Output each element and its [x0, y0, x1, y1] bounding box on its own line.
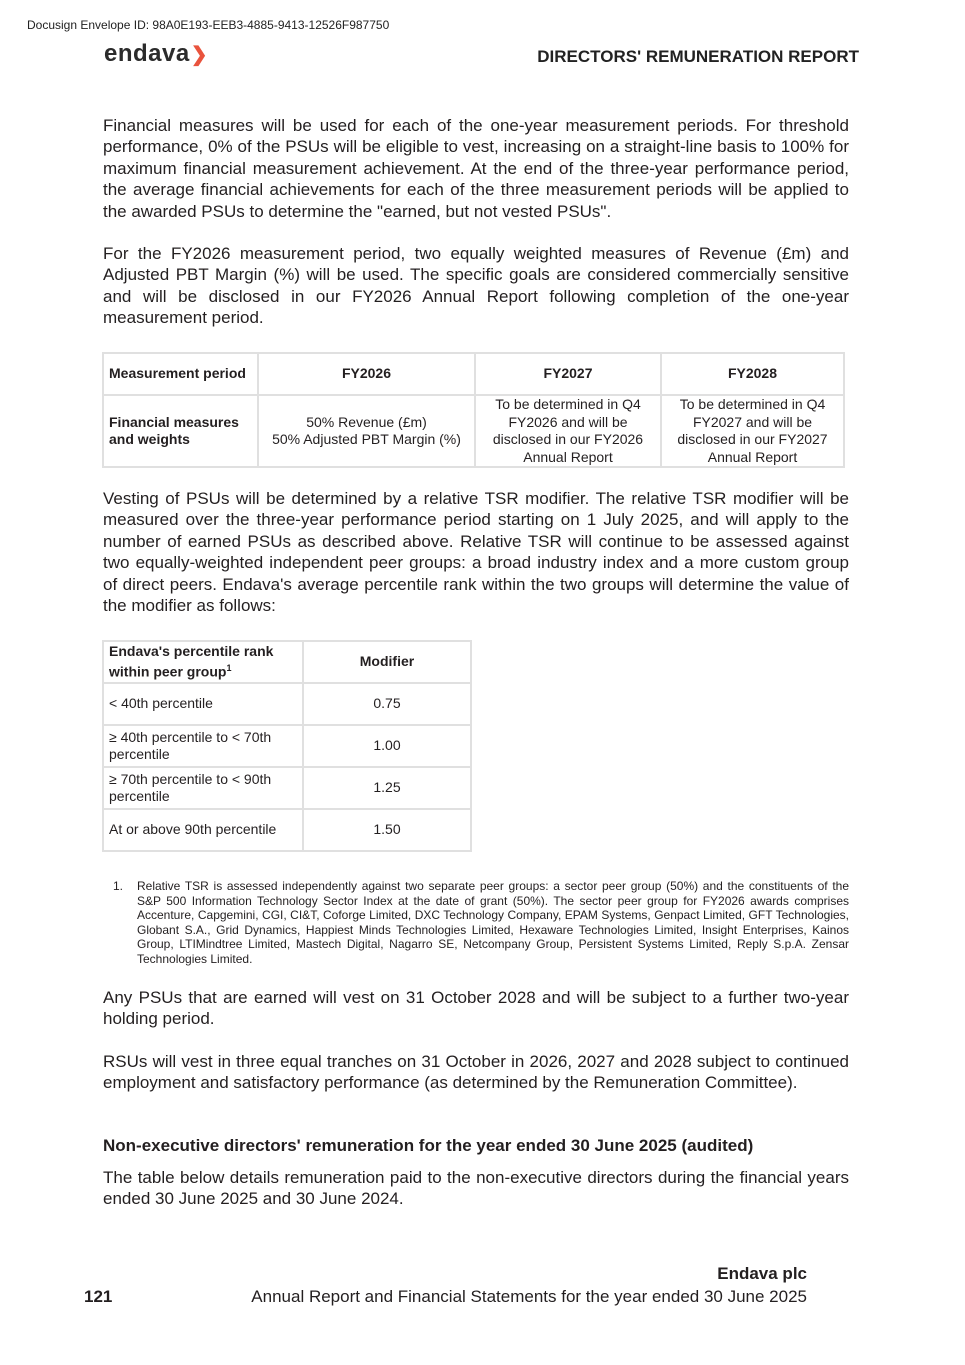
paragraph-fy2026-measures: For the FY2026 measurement period, two equally weighted measures of Revenue (£m) and Adjusted PBT Margin (%) will be used. The specific goals are considered commercially sensitive and will be disclosed in our FY2026 Annual Report following completion of the one-year measurement period.: [103, 244, 849, 328]
header-fy2026: FY2026: [258, 353, 475, 395]
table-row: [103, 809, 471, 851]
percentile-rank-cell: ≥ 70th percentile to < 90th percentile: [103, 767, 303, 809]
endava-chevron-logo-icon: ❯: [190, 44, 208, 66]
table-header-row: [103, 641, 471, 683]
footer-report-title: Annual Report and Financial Statements for the year ended 30 June 2025: [251, 1287, 807, 1306]
header-percentile-rank-text: Endava's percentile rank within peer group: [109, 642, 274, 680]
percentile-rank-cell: ≥ 40th percentile to < 70th percentile: [103, 725, 303, 767]
paragraph-ned-remuneration: The table below details remuneration paid to the non-executive directors during the financial years ended 30 June 2025 and 30 June 2024.: [103, 1168, 849, 1209]
header-fy2028: FY2028: [661, 353, 844, 395]
modifier-value-cell: 1.00: [303, 725, 471, 767]
table-row: [103, 683, 471, 725]
modifier-value-cell: 0.75: [303, 683, 471, 725]
fy2028-measures-cell: To be determined in Q4 FY2027 and will be disclosed in our FY2027 Annual Report: [661, 395, 844, 467]
footnote-marker: 1: [226, 663, 232, 674]
paragraph-financial-measures: Financial measures will be used for each of the one-year measurement periods. For threshold performance, 0% of the PSUs will be eligible to vest, increasing on a straight-line basis to 100% for maximum financial measurement achievement. At the end of the three-year performance period, the average financial achievements for each of the three measurement periods will be applied to the awarded PSUs to determine the "earned, but not vested PSUs".: [103, 116, 849, 221]
header-percentile-rank: [103, 641, 303, 683]
logo-text: endava: [104, 40, 190, 67]
paragraph-tsr-modifier: Vesting of PSUs will be determined by a relative TSR modifier. The relative TSR modifier will be measured over the three-year performance period starting on 1 July 2025, and will apply to the number of earned PSUs as described above. Relative TSR will continue to be assessed against two equally-weighted independent peer groups: a broad industry index and a more custom group of direct peers. Endava's average percentile rank within the two groups will determine the value of the modifier as follows:: [103, 489, 849, 616]
header-modifier: Modifier: [303, 641, 471, 683]
paragraph-psu-vesting: Any PSUs that are earned will vest on 31 October 2028 and will be subject to a further two-year holding period.: [103, 988, 849, 1029]
footnote-text: Relative TSR is assessed independently against two separate peer groups: a sector peer group (50%) and the constituents of the S&P 500 Information Technology Sector Index at the date of grant (50%). The sector peer group for FY2026 awards comprises Accenture, Capgemini, CGI, CI&T, Coforge Limited, DXC Technology Company, EPAM Systems, Genpact Limited, GFT Technologies, Globant S.A., Grid Dynamics, Happiest Minds Technologies Limited, Hexaware Technologies Limited, Insight Enterprises, Kainos Group, LTIMindtree Limited, Mastech Digital, Nagarro SE, Netcompany Group, Persistent Systems Limited, Reply S.p.A. Zensar Technologies Limited.: [137, 879, 849, 966]
measurement-period-table: [102, 352, 845, 468]
footnote: [113, 879, 849, 967]
modifier-value-cell: 1.25: [303, 767, 471, 809]
table-row: [103, 395, 844, 467]
header-measurement-period: Measurement period: [103, 353, 258, 395]
header-fy2027: FY2027: [475, 353, 661, 395]
fy2026-pbt-measure: 50% Adjusted PBT Margin (%): [272, 431, 461, 447]
tsr-modifier-table: [102, 640, 472, 852]
paragraph-rsu-vesting: RSUs will vest in three equal tranches on 31 October in 2026, 2027 and 2028 subject to continued employment and satisfactory performance (as determined by the Remuneration Committee).: [103, 1052, 849, 1093]
footer-company-name: Endava plc: [717, 1264, 807, 1283]
table-row: [103, 767, 471, 809]
endava-logo: [104, 40, 208, 68]
footnote-number: 1.: [113, 879, 124, 893]
row-label-financial-measures: Financial measures and weights: [103, 395, 258, 467]
page-number: 121: [84, 1287, 113, 1306]
fy2026-measures-cell: [258, 395, 475, 467]
percentile-rank-cell: < 40th percentile: [103, 683, 303, 725]
percentile-rank-cell: At or above 90th percentile: [103, 809, 303, 851]
table-header-row: [103, 353, 844, 395]
table-row: [103, 725, 471, 767]
report-section-title: DIRECTORS' REMUNERATION REPORT: [537, 47, 859, 66]
fy2027-measures-cell: To be determined in Q4 FY2026 and will be disclosed in our FY2026 Annual Report: [475, 395, 661, 467]
docusign-envelope-id: Docusign Envelope ID: 98A0E193-EEB3-4885-9413-12526F987750: [27, 18, 390, 32]
modifier-value-cell: 1.50: [303, 809, 471, 851]
fy2026-revenue-measure: 50% Revenue (£m): [306, 413, 427, 430]
section-subheading: Non-executive directors' remuneration for the year ended 30 June 2025 (audited): [103, 1136, 754, 1155]
